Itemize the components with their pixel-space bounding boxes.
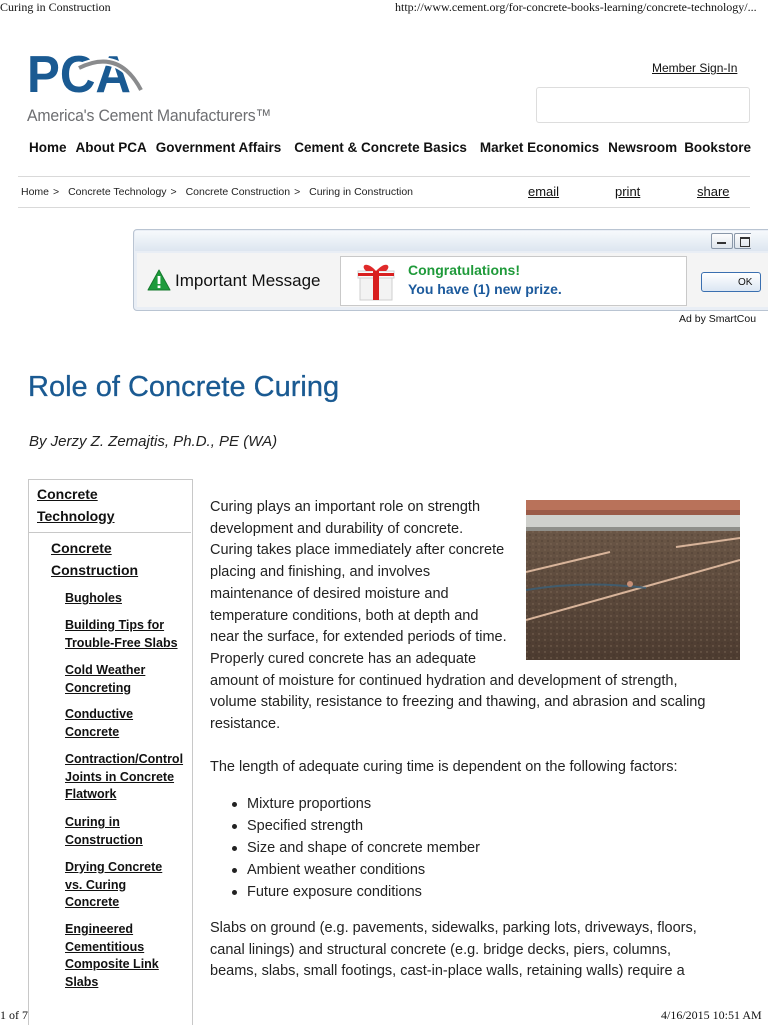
breadcrumb-separator: >	[53, 186, 60, 198]
curing-factors-list	[220, 793, 480, 903]
sidebar-item-label: Drying Concrete	[65, 860, 163, 874]
maximize-icon	[734, 233, 751, 249]
warning-icon	[147, 269, 171, 296]
pca-logo-letters: PCA	[27, 46, 131, 104]
share-link[interactable]: share	[697, 184, 730, 199]
breadcrumb-current: Curing in Construction	[309, 186, 414, 198]
nav-about-pca[interactable]: About PCA	[75, 140, 147, 155]
paragraph-line: Curing takes place immediately after concrete	[210, 542, 505, 559]
pca-logo[interactable]	[27, 46, 167, 104]
sidebar-item-label: Flatwork	[65, 787, 117, 801]
list-item: Ambient weather conditions	[220, 859, 480, 881]
paragraph-line: Properly cured concrete has an adequate	[210, 650, 477, 667]
nav-government-affairs[interactable]: Government Affairs	[155, 140, 282, 155]
print-page-title: Curing in Construction	[0, 0, 111, 14]
breadcrumb	[21, 186, 413, 198]
sidebar-item-label: Building Tips for	[65, 618, 165, 632]
sidebar-item-label: Concreting	[65, 680, 131, 695]
paragraph-line: Slabs on ground (e.g. pavements, sidewalks, parking lots, driveways, floors,	[210, 920, 697, 936]
paragraph-line: maintenance of desired moisture and	[210, 585, 449, 602]
ad-ok-button[interactable]: OK	[701, 272, 761, 292]
sidebar-item-label: Trouble-Free Slabs	[65, 635, 178, 650]
article-paragraph-3	[210, 918, 697, 983]
breadcrumb-divider	[18, 207, 750, 208]
pca-logo-graphic	[27, 46, 167, 104]
sidebar-item-label: Composite Link	[65, 957, 159, 971]
pca-tagline: America's Cement Manufacturers™	[27, 106, 272, 125]
nav-market-economics[interactable]: Market Economics	[479, 140, 600, 155]
list-item: Specified strength	[220, 815, 480, 837]
paragraph-line: near the surface, for extended periods of time.	[210, 629, 507, 646]
breadcrumb-separator: >	[294, 186, 301, 198]
nav-bookstore[interactable]: Bookstore	[684, 140, 751, 155]
sidebar-item-label: Construction	[65, 832, 143, 847]
sidebar-item-curing-in-construction[interactable]	[65, 814, 143, 849]
paragraph-line: development and durability of concrete.	[210, 520, 464, 537]
nav-cement-concrete-basics[interactable]: Cement & Concrete Basics	[294, 140, 467, 155]
sidebar-item-cold-weather[interactable]	[65, 662, 145, 697]
sidebar-item-contraction-joints[interactable]	[65, 751, 183, 804]
list-item: Future exposure conditions	[220, 881, 480, 903]
email-link[interactable]: email	[528, 184, 560, 199]
sidebar-item-conductive-concrete[interactable]	[65, 706, 133, 741]
sidebar-item-bugholes[interactable]	[65, 590, 122, 608]
sidebar-item-label: Cold Weather	[65, 663, 146, 677]
member-signin-link[interactable]: Member Sign-In	[652, 61, 738, 75]
paragraph-line: canal linings) and structural concrete (e.g. bridge decks, piers, columns,	[210, 941, 671, 958]
sidebar-item-label: Technology	[37, 507, 115, 524]
sidebar-item-label: Cementitious	[65, 939, 145, 954]
breadcrumb-concrete-technology[interactable]: Concrete Technology	[68, 186, 167, 198]
sidebar-item-label: Slabs	[65, 974, 99, 989]
paragraph-line: Curing plays an important role on strength	[210, 499, 481, 515]
sidebar-item-label: Concrete	[37, 486, 98, 502]
print-link[interactable]: print	[615, 184, 641, 199]
sidebar-item-label: vs. Curing	[65, 877, 127, 892]
ad-congratulations: Congratulations!	[408, 262, 520, 278]
gift-icon	[354, 258, 398, 307]
search-input[interactable]	[536, 87, 750, 123]
sidebar-divider	[29, 532, 191, 533]
paragraph-line: amount of moisture for continued hydration and development of strength,	[210, 672, 678, 689]
list-item: Size and shape of concrete member	[220, 837, 480, 859]
ad-window-titlebar	[135, 231, 768, 251]
sidebar-item-label: Joints in Concrete	[65, 769, 175, 784]
breadcrumb-home[interactable]: Home	[21, 186, 50, 198]
sidebar-item-concrete-technology[interactable]	[37, 484, 115, 527]
sidebar-item-label: Contraction/Control	[65, 752, 184, 766]
nav-home[interactable]: Home	[29, 140, 67, 155]
sidebar-item-label: Concrete	[51, 540, 112, 556]
sidebar-item-concrete-construction[interactable]	[51, 538, 138, 581]
paragraph-line: placing and finishing, and involves	[210, 564, 431, 581]
nav-divider	[18, 176, 750, 177]
minimize-icon	[711, 233, 733, 249]
breadcrumb-concrete-construction[interactable]: Concrete Construction	[185, 186, 291, 198]
page-title: Role of Concrete Curing	[28, 371, 340, 403]
sidebar-item-engineered-cementitious[interactable]	[65, 921, 159, 991]
breadcrumb-separator: >	[170, 186, 177, 198]
main-nav	[29, 140, 760, 155]
ad-important-message: Important Message	[175, 271, 321, 290]
nav-newsroom[interactable]: Newsroom	[608, 140, 678, 155]
author-byline: By Jerzy Z. Zemajtis, Ph.D., PE (WA)	[29, 433, 278, 450]
article-paragraph-1	[210, 497, 705, 736]
sidebar-item-label: Concrete	[65, 895, 120, 909]
print-page-number: 1 of 7	[0, 1008, 28, 1022]
print-datetime: 4/16/2015 10:51 AM	[661, 1008, 762, 1022]
paragraph-line: volume stability, resistance to freezing and thawing, and abrasion and scaling	[210, 694, 706, 711]
paragraph-line: temperature conditions, both at depth and	[210, 607, 479, 624]
sidebar-item-building-tips[interactable]	[65, 617, 178, 652]
list-item: Mixture proportions	[220, 793, 480, 815]
article-paragraph-2: The length of adequate curing time is dependent on the following factors:	[210, 759, 678, 775]
sidebar-item-label: Concrete	[65, 724, 120, 739]
paragraph-line: resistance.	[210, 716, 281, 733]
sidebar-item-label: Bugholes	[65, 591, 122, 605]
sidebar-item-label: Conductive	[65, 707, 134, 721]
sidebar-item-label: Curing in	[65, 815, 120, 829]
paragraph-line: beams, slabs, small footings, cast-in-place walls, retaining walls) require a	[210, 963, 685, 980]
sidebar-item-drying-vs-curing[interactable]	[65, 859, 162, 912]
print-page-url: http://www.cement.org/for-concrete-books-learning/concrete-technology/...	[395, 0, 757, 14]
ad-prize-text: You have (1) new prize.	[408, 281, 562, 297]
ad-attribution: Ad by SmartCou	[679, 313, 757, 325]
sidebar-item-label: Engineered	[65, 922, 134, 936]
sidebar-item-label: Construction	[51, 561, 139, 578]
